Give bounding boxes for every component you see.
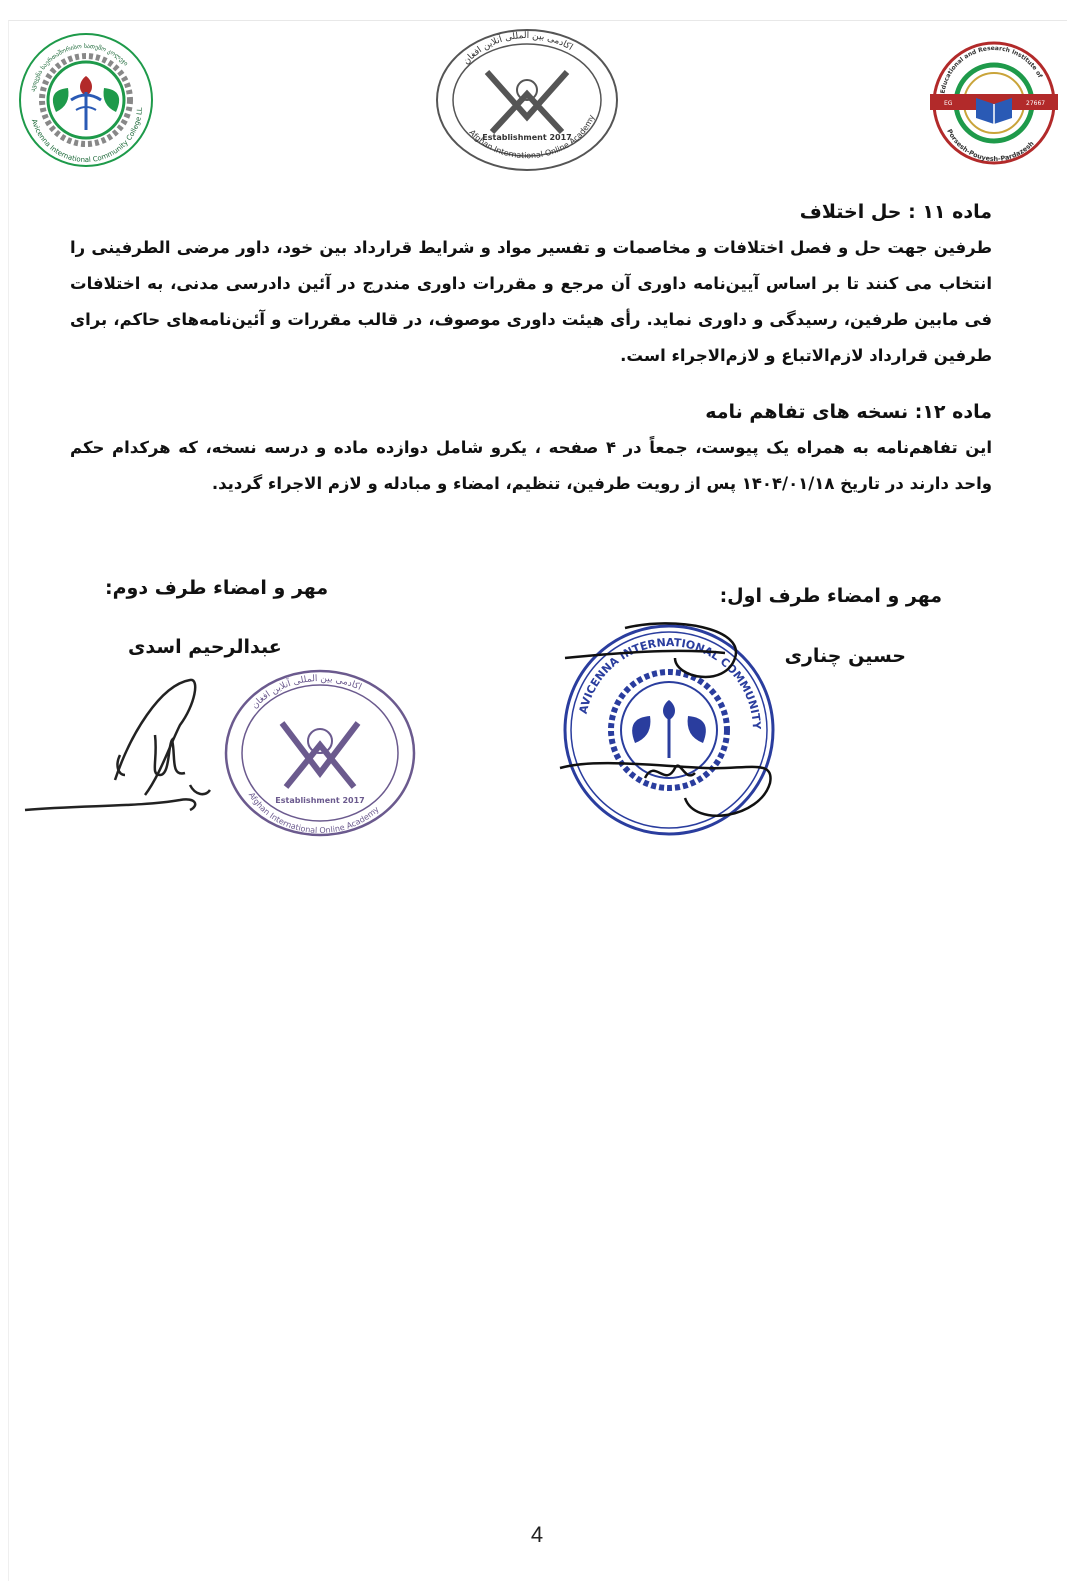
academy-logo-bottom-text: Afghan International Online Academy	[467, 113, 597, 161]
article-11-body: طرفین جهت حل و فصل اختلافات و مخاصمات و تفسیر مواد و شرایط قرارداد بین خود، داور مرضی الطرفینی را انتخاب می کنند تا بر اساس آیین‌نامه داوری آن مرجع و مقررات داوری مندرج در آئین دادرسی مدنی، به اختلافات فی مابین طرفین، رسیدگی و داوری نماید. رأی هیئت داوری موصوف، در قالب مقررات و آئین‌نامه‌های حاکم، برای طرفین قرارداد لازم‌الاتباع و لازم‌الاجراء است.	[70, 238, 992, 365]
academy-logo-header	[432, 22, 622, 172]
second-party-stamp-top: اکادمی بین المللی آنلاین افغان	[250, 673, 363, 711]
article-12	[70, 398, 992, 502]
research-logo-year-right: 27667	[1026, 100, 1046, 107]
first-party-name: حسین چناری	[784, 645, 906, 667]
article-11	[70, 198, 992, 374]
avicenna-logo-top-text: ავიცენა საერთაშორისო სათემო კოლეჯი	[29, 42, 130, 93]
research-logo-bottom-text: Porsesh-Pouyesh-Pardazesh	[945, 127, 1036, 164]
article-11-heading: ماده ۱۱ : حل اختلاف	[799, 201, 992, 223]
second-party-stamp-bottom: Afghan International Online Academy	[246, 790, 381, 836]
avicenna-logo-caption: Avicenna International Community College LL	[29, 107, 145, 165]
article-12-heading: ماده ۱۲: نسخه های تفاهم نامه	[705, 401, 992, 423]
article-12-body: این تفاهم‌نامه به همراه یک پیوست، جمعاً در ۴ صفحه ، یکرو شامل دوازده ماده و درسه نسخه، که هرکدام حکم واحد دارند در تاریخ ۱۴۰۴/۰۱/۱۸ پس از رویت طرفین، تنظیم، امضاء و مبادله و لازم الاجراء گردید.	[70, 438, 992, 493]
academy-logo-est: Establishment 2017	[482, 133, 572, 142]
first-party-stamp	[555, 618, 785, 843]
second-party-signature-label: مهر و امضاء طرف دوم:	[105, 577, 329, 599]
second-party-stamp-est: Establishment 2017	[275, 796, 365, 805]
second-party-name: عبدالرحیم اسدی	[128, 636, 282, 658]
first-party-signature-label: مهر و امضاء طرف اول:	[719, 585, 942, 607]
first-party-stamp-text: AVICENNA INTERNATIONAL COMMUNITY	[576, 635, 764, 730]
second-party-stamp-and-signature	[20, 665, 420, 845]
academy-logo-top-text: اکادمی بین المللی آنلاین افغان	[461, 30, 575, 67]
research-logo-top-text: Educational and Research Institute of	[939, 44, 1044, 95]
research-logo-year-left: EG	[944, 100, 953, 107]
page-number: 4	[530, 1522, 544, 1547]
research-institute-logo	[930, 38, 1060, 168]
avicenna-college-logo	[16, 30, 156, 170]
